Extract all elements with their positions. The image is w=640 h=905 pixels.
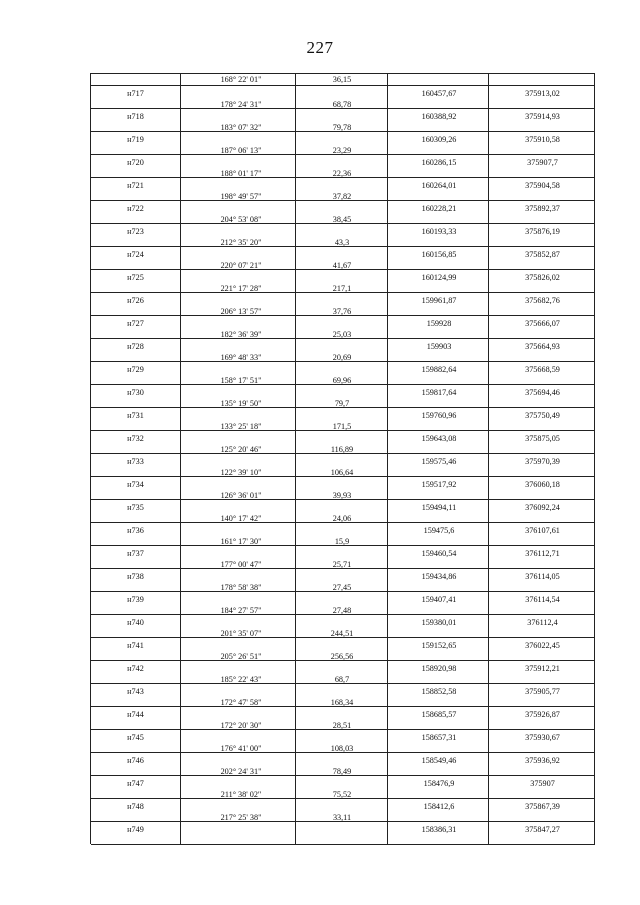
segment-length: 22,36 xyxy=(332,168,352,178)
x-coordinate: 160286,15 xyxy=(421,157,457,167)
point-label: н739 xyxy=(127,594,144,604)
page-number: 227 xyxy=(306,38,334,57)
segment-angle: 172° 20' 30" xyxy=(220,720,262,730)
x-coordinate: 160309,26 xyxy=(421,134,457,144)
x-coordinate: 158657,31 xyxy=(421,732,457,742)
segment-length: 68,78 xyxy=(332,99,352,109)
segment-length: 78,49 xyxy=(332,766,352,776)
segment-length: 69,96 xyxy=(332,375,352,385)
segment-angle: 212° 35' 20" xyxy=(220,237,262,247)
segment-length: 36,15 xyxy=(332,75,352,84)
segment-angle: 178° 24' 31" xyxy=(220,99,262,109)
segment-length: 43,3 xyxy=(334,237,350,247)
segment-angle: 184° 27' 57" xyxy=(220,605,262,615)
y-coordinate: 375694,46 xyxy=(525,387,560,397)
x-coordinate: 159460,54 xyxy=(421,548,457,558)
y-coordinate: 375847,27 xyxy=(525,824,560,834)
x-coordinate: 159475,6 xyxy=(423,525,455,535)
segment-angle: 161° 17' 30" xyxy=(220,536,262,546)
point-label: н747 xyxy=(127,778,144,788)
y-coordinate: 375905,77 xyxy=(525,686,560,696)
point-label: н730 xyxy=(127,387,144,397)
x-coordinate: 158852,58 xyxy=(421,686,457,696)
x-coordinate: 160228,21 xyxy=(421,203,457,213)
point-label: н727 xyxy=(127,318,144,328)
x-coordinate: 158920,98 xyxy=(421,663,457,673)
segment-angle: 133° 25' 18" xyxy=(220,421,262,431)
y-coordinate: 375970,39 xyxy=(525,456,560,466)
x-coordinate: 158386,31 xyxy=(421,824,457,834)
segment-length: 41,67 xyxy=(332,260,352,270)
point-label: н744 xyxy=(127,709,144,719)
segment-length: 39,93 xyxy=(332,490,352,500)
y-coordinate: 375904,58 xyxy=(525,180,560,190)
y-coordinate: 375876,19 xyxy=(525,226,560,236)
point-label: н729 xyxy=(127,364,144,374)
segment-length: 108,03 xyxy=(330,743,354,753)
segment-angle: 178° 58' 38" xyxy=(220,582,262,592)
segment-length: 27,48 xyxy=(332,605,352,615)
segment-length: 27,45 xyxy=(332,582,352,592)
x-coordinate: 160156,85 xyxy=(421,249,457,259)
segment-angle: 201° 35' 07" xyxy=(220,628,262,638)
segment-angle: 168° 22' 01" xyxy=(220,75,262,84)
segment-angle: 176° 41' 00" xyxy=(220,743,262,753)
segment-angle: 188° 01' 17" xyxy=(220,168,262,178)
segment-angle: 172° 47' 58" xyxy=(220,697,262,707)
segment-length: 68,7 xyxy=(334,674,350,684)
point-label: н746 xyxy=(127,755,144,765)
point-label: н725 xyxy=(127,272,144,282)
y-coordinate: 376022,45 xyxy=(525,640,560,650)
point-label: н728 xyxy=(127,341,144,351)
segment-angle: 140° 17' 42" xyxy=(220,513,262,523)
y-coordinate: 375910,58 xyxy=(525,134,560,144)
point-label: н717 xyxy=(127,88,144,98)
x-coordinate: 158412,6 xyxy=(423,801,455,811)
segment-angle: 135° 19' 50" xyxy=(220,398,262,408)
segment-length: 168,34 xyxy=(330,697,354,707)
y-coordinate: 375682,76 xyxy=(525,295,560,305)
segment-angle: 220° 07' 21" xyxy=(220,260,262,270)
y-coordinate: 376112,4 xyxy=(527,617,558,627)
point-label: н731 xyxy=(127,410,144,420)
segment-angle: 182° 36' 39" xyxy=(220,329,262,339)
y-coordinate: 375664,93 xyxy=(525,341,560,351)
y-coordinate: 375926,87 xyxy=(525,709,560,719)
point-label: н748 xyxy=(127,801,144,811)
segment-length: 15,9 xyxy=(334,536,350,546)
x-coordinate: 159928 xyxy=(426,318,452,328)
x-coordinate: 160457,67 xyxy=(421,88,457,98)
point-label: н745 xyxy=(127,732,144,742)
x-coordinate: 159882,64 xyxy=(421,364,457,374)
y-coordinate: 375907 xyxy=(530,778,555,788)
segment-length: 25,71 xyxy=(332,559,352,569)
segment-length: 171,5 xyxy=(332,421,352,431)
y-coordinate: 375892,37 xyxy=(525,203,560,213)
segment-length: 37,82 xyxy=(332,191,352,201)
segment-length: 25,03 xyxy=(332,329,352,339)
y-coordinate: 376092,24 xyxy=(525,502,560,512)
x-coordinate: 158476,9 xyxy=(423,778,455,788)
point-label: н720 xyxy=(127,157,144,167)
x-coordinate: 159575,46 xyxy=(421,456,457,466)
y-coordinate: 375913,02 xyxy=(525,88,560,98)
y-coordinate: 375826,02 xyxy=(525,272,560,282)
segment-angle: 177° 00' 47" xyxy=(220,559,262,569)
x-coordinate: 160124,99 xyxy=(421,272,457,282)
segment-length: 79,78 xyxy=(332,122,352,132)
segment-angle: 198° 49' 57" xyxy=(220,191,262,201)
point-label: н733 xyxy=(127,456,144,466)
y-coordinate: 376114,05 xyxy=(525,571,560,581)
x-coordinate: 159152,65 xyxy=(421,640,457,650)
segment-angle: 158° 17' 51" xyxy=(220,375,262,385)
segment-length: 217,1 xyxy=(332,283,352,293)
segment-angle: 125° 20' 46" xyxy=(220,444,262,454)
point-label: н743 xyxy=(127,686,144,696)
y-coordinate: 375936,92 xyxy=(525,755,560,765)
point-label: н749 xyxy=(127,824,144,834)
y-coordinate: 375875,05 xyxy=(525,433,560,443)
point-label: н740 xyxy=(127,617,144,627)
point-label: н737 xyxy=(127,548,144,558)
y-coordinate: 375668,59 xyxy=(525,364,560,374)
segment-length: 116,89 xyxy=(330,444,354,454)
segment-length: 106,64 xyxy=(330,467,354,477)
point-label: н719 xyxy=(127,134,144,144)
point-label: н726 xyxy=(127,295,144,305)
segment-angle: 187° 06' 13" xyxy=(220,145,262,155)
y-coordinate: 376114,54 xyxy=(525,594,560,604)
point-label: н741 xyxy=(127,640,144,650)
segment-angle: 221° 17' 28" xyxy=(220,283,262,293)
x-coordinate: 159517,92 xyxy=(421,479,457,489)
x-coordinate: 160388,92 xyxy=(421,111,457,121)
y-coordinate: 375914,93 xyxy=(525,111,560,121)
y-coordinate: 375666,07 xyxy=(525,318,560,328)
segment-angle: 206° 13' 57" xyxy=(220,306,262,316)
x-coordinate: 158685,57 xyxy=(421,709,457,719)
point-label: н721 xyxy=(127,180,144,190)
point-label: н724 xyxy=(127,249,144,259)
segment-angle: 205° 26' 51" xyxy=(220,651,262,661)
point-label: н734 xyxy=(127,479,144,489)
x-coordinate: 159380,01 xyxy=(421,617,457,627)
x-coordinate: 159643,08 xyxy=(421,433,457,443)
segment-length: 23,29 xyxy=(332,145,352,155)
y-coordinate: 376060,18 xyxy=(525,479,560,489)
point-label: н722 xyxy=(127,203,144,213)
x-coordinate: 159434,86 xyxy=(421,571,457,581)
point-label: н742 xyxy=(127,663,144,673)
segment-length: 20,69 xyxy=(332,352,352,362)
x-coordinate: 160193,33 xyxy=(421,226,457,236)
y-coordinate: 376112,71 xyxy=(525,548,560,558)
segment-length: 79,7 xyxy=(334,398,350,408)
segment-length: 33,11 xyxy=(332,812,352,822)
point-label: н732 xyxy=(127,433,144,443)
x-coordinate: 159494,11 xyxy=(421,502,457,512)
segment-angle: 122° 39' 10" xyxy=(220,467,262,477)
segment-length: 256,56 xyxy=(330,651,354,661)
x-coordinate: 159817,64 xyxy=(421,387,457,397)
segment-length: 37,76 xyxy=(332,306,352,316)
y-coordinate: 375912,21 xyxy=(525,663,560,673)
x-coordinate: 159407,41 xyxy=(421,594,457,604)
segment-length: 24,06 xyxy=(332,513,352,523)
y-coordinate: 375750,49 xyxy=(525,410,560,420)
x-coordinate: 160264,01 xyxy=(421,180,457,190)
point-label: н723 xyxy=(127,226,144,236)
segment-angle: 185° 22' 43" xyxy=(220,674,262,684)
point-label: н735 xyxy=(127,502,144,512)
segment-angle: 202° 24' 31" xyxy=(220,766,262,776)
segment-angle: 183° 07' 32" xyxy=(220,122,262,132)
coordinates-table xyxy=(90,73,595,844)
x-coordinate: 159760,96 xyxy=(421,410,457,420)
segment-angle: 169° 48' 33" xyxy=(220,352,262,362)
point-label: н738 xyxy=(127,571,144,581)
segment-angle: 211° 38' 02" xyxy=(220,789,262,799)
x-coordinate: 158549,46 xyxy=(421,755,457,765)
y-coordinate: 375930,67 xyxy=(525,732,560,742)
segment-length: 244,51 xyxy=(330,628,354,638)
y-coordinate: 375907,7 xyxy=(527,157,558,167)
segment-angle: 126° 36' 01" xyxy=(220,490,262,500)
segment-length: 75,52 xyxy=(332,789,352,799)
point-label: н718 xyxy=(127,111,144,121)
segment-length: 38,45 xyxy=(332,214,352,224)
y-coordinate: 375852,87 xyxy=(525,249,560,259)
y-coordinate: 375867,39 xyxy=(525,801,560,811)
segment-angle: 217° 25' 38" xyxy=(220,812,262,822)
point-label: н736 xyxy=(127,525,144,535)
x-coordinate: 159903 xyxy=(426,341,452,351)
x-coordinate: 159961,87 xyxy=(421,295,457,305)
y-coordinate: 376107,61 xyxy=(525,525,560,535)
segment-length: 28,51 xyxy=(332,720,352,730)
segment-angle: 204° 53' 08" xyxy=(220,214,262,224)
